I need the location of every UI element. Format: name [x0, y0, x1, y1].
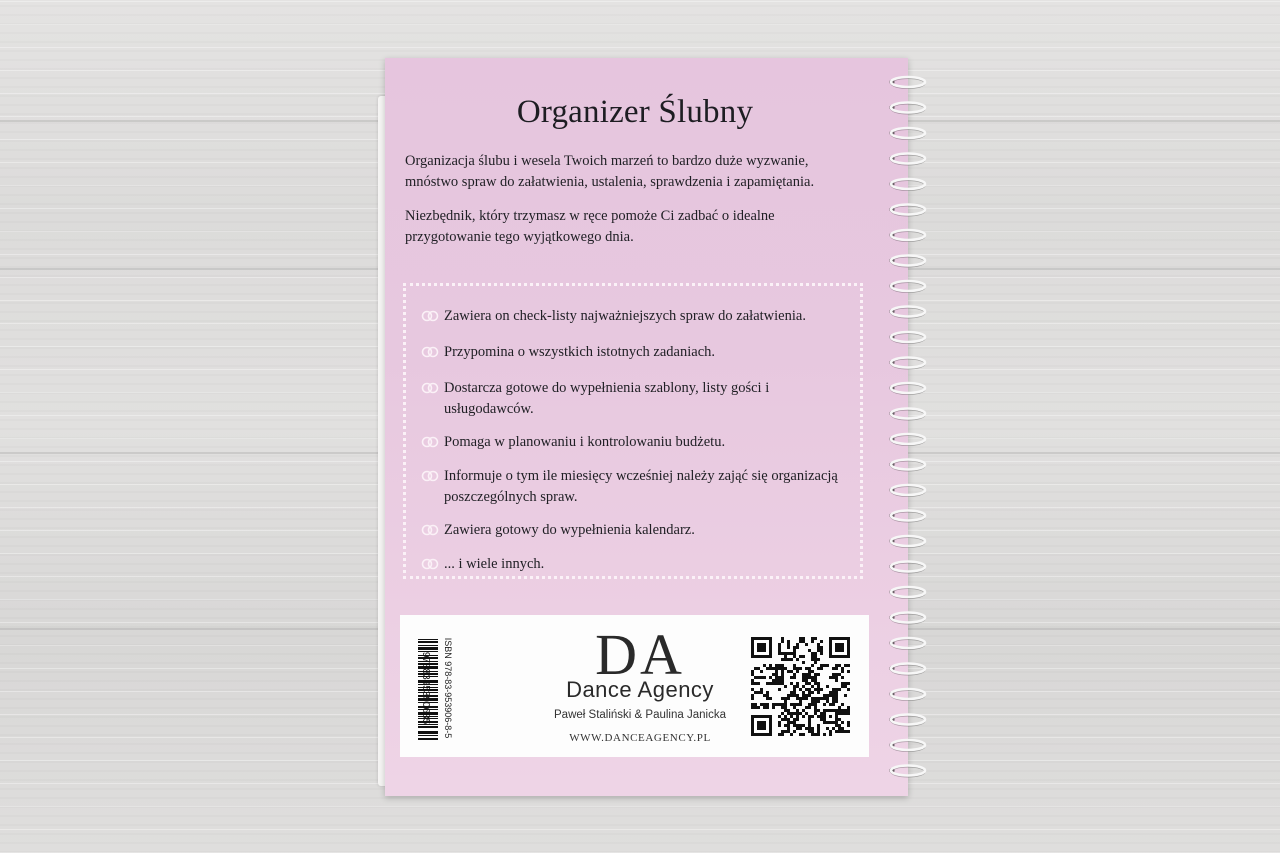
spiral-loop — [889, 740, 925, 752]
spiral-loop — [889, 638, 925, 650]
qr-code-icon — [751, 637, 850, 736]
spiral-loop — [889, 587, 925, 599]
feature-item — [420, 520, 850, 541]
spiral-loop — [889, 613, 925, 625]
spiral-loop — [889, 307, 925, 319]
dance-agency-name: Dance Agency — [566, 677, 714, 702]
spiral-loop — [889, 77, 925, 89]
spiral-loop — [889, 689, 925, 701]
intro-paragraph-2: Niezbędnik, który trzymasz w ręce pomoże Ci zadbać o idealne przygotowanie tego wyjątkowego dnia. — [405, 208, 775, 245]
spiral-loop — [889, 536, 925, 548]
dance-agency-logo-mark: DA — [595, 622, 685, 687]
feature-item — [420, 432, 850, 453]
spiral-loop — [889, 103, 925, 115]
spiral-binding — [880, 70, 930, 790]
spiral-loop — [889, 230, 925, 242]
spiral-loop — [889, 409, 925, 421]
spiral-loop — [889, 332, 925, 344]
spiral-loop — [889, 715, 925, 727]
spiral-loop — [889, 460, 925, 472]
feature-item — [420, 306, 850, 327]
spiral-loop — [889, 664, 925, 676]
wedding-rings-icon — [420, 310, 440, 322]
features-box — [403, 283, 863, 579]
feature-text: Pomaga w planowaniu i kontrolowaniu budżetu. — [444, 434, 726, 450]
wedding-rings-icon — [420, 382, 440, 394]
wedding-rings-icon — [420, 436, 440, 448]
isbn-label: ISBN 978-83-953906-8-5 — [443, 637, 453, 739]
spiral-loop — [889, 358, 925, 370]
feature-text: Zawiera gotowy do wypełnienia kalendarz. — [444, 522, 695, 538]
feature-text: ... i wiele innych. — [444, 556, 545, 572]
isbn-barcode — [404, 637, 478, 743]
spiral-loop — [889, 485, 925, 497]
dance-agency-url: WWW.DANCEAGENCY.PL — [569, 732, 711, 744]
spiral-loop — [889, 179, 925, 191]
spiral-loop — [889, 256, 925, 268]
publisher-label-box — [400, 615, 869, 757]
spiral-loop — [889, 128, 925, 140]
intro-paragraph-1: Organizacja ślubu i wesela Twoich marzeń to bardzo duże wyzwanie, mnóstwo spraw do załatwienia, ustalenia, sprawdzenia i zapamiętania. — [405, 153, 815, 190]
feature-text: Dostarcza gotowe do wypełnienia szablony, listy gości i usługodawców. — [444, 380, 770, 417]
spiral-loop — [889, 511, 925, 523]
wedding-rings-icon — [420, 346, 440, 358]
spiral-loop — [889, 154, 925, 166]
spiral-loop — [889, 205, 925, 217]
feature-item — [420, 378, 850, 420]
wedding-rings-icon — [420, 558, 440, 570]
spiral-loop — [889, 562, 925, 574]
feature-text: Informuje o tym ile miesięcy wcześniej należy zająć się organizacją poszczególnych spraw. — [444, 468, 838, 505]
feature-item — [420, 342, 850, 363]
feature-item — [420, 554, 850, 575]
spiral-loop — [889, 434, 925, 446]
cover-title: Organizer Ślubny — [516, 94, 754, 130]
spiral-loop — [889, 383, 925, 395]
spiral-loop — [889, 281, 925, 293]
dance-agency-people: Paweł Staliński & Paulina Janicka — [554, 709, 726, 721]
feature-text: Zawiera on check-listy najważniejszych spraw do załatwienia. — [444, 308, 806, 324]
spiral-loop — [889, 766, 925, 778]
feature-item — [420, 466, 850, 508]
barcode-digits: 9788395390685 — [420, 651, 431, 725]
wedding-rings-icon — [420, 524, 440, 536]
wedding-rings-icon — [420, 470, 440, 482]
notebook-back-cover — [385, 58, 908, 796]
feature-text: Przypomina o wszystkich istotnych zadaniach. — [444, 344, 716, 360]
